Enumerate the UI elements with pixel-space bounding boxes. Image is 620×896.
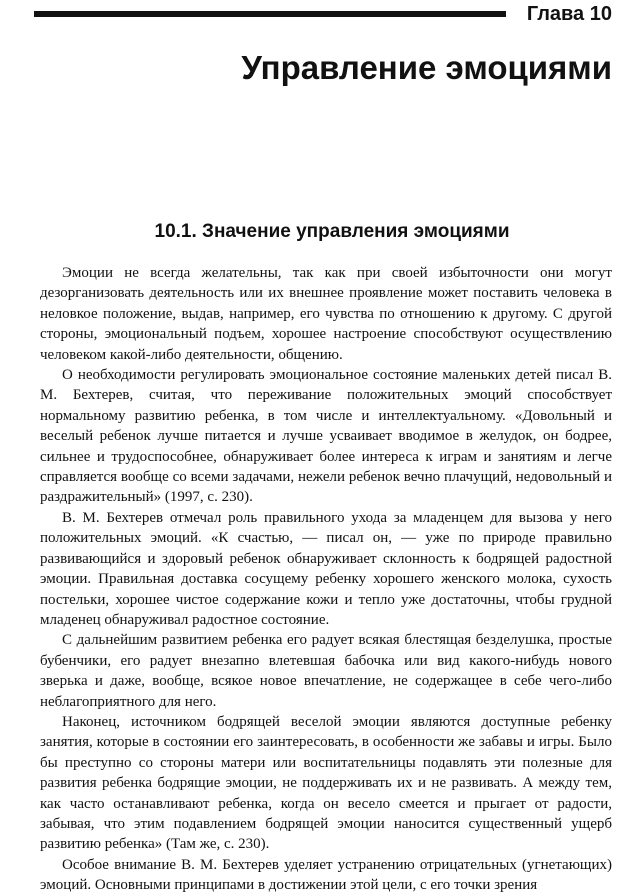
body-text	[40, 263, 612, 896]
paragraph-4: С дальнейшим развитием ребенка его радует всякая блестящая безделушка, простые бубенчики, его радует внезапно влетевшая бабочка или вид какого-нибудь нового зверька и даже, вообще, всякое новое впечатление, не содержащее в себе чего-либо неблагоприятного для него.	[40, 632, 612, 710]
chapter-title: Управление эмоциями	[241, 49, 612, 86]
paragraph-6: Особое внимание В. М. Бехтерев уделяет устранению отрицательных (угнетающих) эмоций. Основными принципами в достижении этой цели, с его точки зрения	[40, 856, 612, 894]
section-title: 10.1. Значение управления эмоциями	[154, 221, 510, 242]
chapter-header	[34, 0, 612, 28]
paragraph-1: Эмоции не всегда желательны, так как при своей избыточности они могут дезорганизовать деятельность или их внешнее проявление может поставить человека в неловкое положение, выдав, например, его чувства по отношению к другому. С другой стороны, эмоциональный подъем, хорошее настроение способствуют осуществлению человеком какой-либо деятельности, общению.	[40, 265, 612, 363]
paragraph-2: О необходимости регулировать эмоциональное состояние маленьких детей писал В. М. Бехтерев, считая, что переживание положительных эмоций способствует нормальному развитию ребенка, в том числе и интеллектуальному. «Довольный и веселый ребенок лучше питается и лучше усваивает вводимое в желудок, он бодрее, сильнее и трудоспособнее, обнаруживает более интереса к играм и занятиям и легче справляется вообще со всеми задачами, нежели ребенок вечно плачущий, недовольный и раздражительный» (1997, с. 230).	[40, 367, 612, 506]
chapter-label: Глава 10	[526, 3, 612, 25]
paragraph-3: В. М. Бехтерев отмечал роль правильного ухода за младенцем для вызова у него положительных эмоций. «К счастью, — писал он, — уже по природе правильно развивающийся и здоровый ребенок обнаруживает склонность к бодрящей радостной эмоции. Правильная доставка сосущему ребенку хорошего женского молока, сухость постельки, хорошее чистое содержание кожи и тепло уже достаточны, чтобы грудной младенец обнаруживал радостное состояние.	[40, 509, 612, 628]
chapter-header-rule	[34, 11, 506, 17]
paragraph-5: Наконец, источником бодрящей веселой эмоции являются доступные ребенку занятия, которые в состоянии его заинтересовать, в особенности же забавы и игры. Было бы преступно со стороны матери или воспитательницы подавлять эти полезные для развития ребенка бодрящие эмоции, не поддерживать их и не развивать. А между тем, как часто останавливают ребенка, когда он весело смеется и прыгает от радости, забывая, что этим подавлением бодрящей эмоции наносится существенный ущерб развитию ребенка» (Там же, с. 230).	[40, 713, 612, 853]
